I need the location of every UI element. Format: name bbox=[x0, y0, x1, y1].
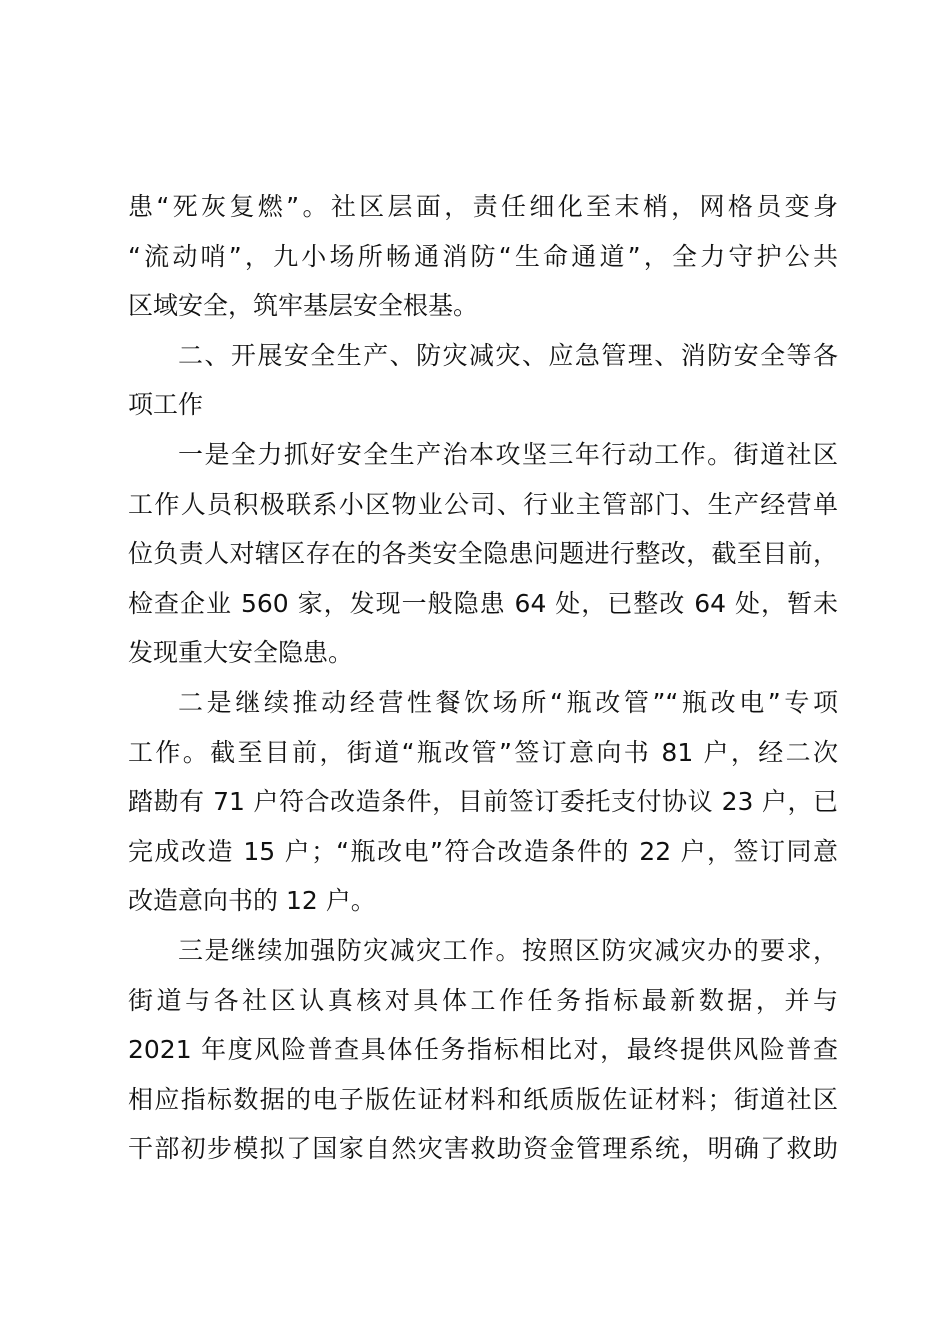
text-line: 干部初步模拟了国家自然灾害救助资金管理系统，明确了救助 bbox=[128, 1134, 838, 1164]
section-heading-line: 项工作 bbox=[128, 390, 204, 420]
text-line: 相应指标数据的电子版佐证材料和纸质版佐证材料；街道社区 bbox=[128, 1084, 838, 1114]
text-line: 完成改造 15 户；“瓶改电”符合改造条件的 22 户，签订同意 bbox=[128, 836, 838, 866]
text-line: “流动哨”，九小场所畅通消防“生命通道”，全力守护公共 bbox=[128, 241, 838, 271]
text-line: 患“死灰复燃”。社区层面，责任细化至末梢，网格员变身 bbox=[128, 192, 838, 221]
text-line: 街道与各社区认真核对具体工作任务指标最新数据，并与 bbox=[128, 985, 838, 1015]
text-line: 踏勘有 71 户符合改造条件，目前签订委托支付协议 23 户，已 bbox=[128, 787, 838, 817]
text-line: 检查企业 560 家，发现一般隐患 64 处，已整改 64 处，暂未 bbox=[128, 588, 838, 618]
text-line: 三是继续加强防灾减灾工作。按照区防灾减灾办的要求， bbox=[178, 935, 838, 965]
text-line: 二是继续推动经营性餐饮场所“瓶改管”“瓶改电”专项 bbox=[178, 687, 838, 717]
text-line: 工作人员积极联系小区物业公司、行业主管部门、生产经营单 bbox=[128, 489, 838, 519]
document-body bbox=[128, 182, 838, 1174]
text-line: 区域安全，筑牢基层安全根基。 bbox=[128, 291, 479, 321]
text-line: 工作。截至目前，街道“瓶改管”签订意向书 81 户，经二次 bbox=[128, 737, 838, 767]
text-line: 改造意向书的 12 户。 bbox=[128, 886, 376, 916]
text-line: 一是全力抓好安全生产治本攻坚三年行动工作。街道社区 bbox=[178, 439, 838, 469]
text-line: 发现重大安全隐患。 bbox=[128, 638, 354, 668]
section-heading-line: 二、开展安全生产、防灾减灾、应急管理、消防安全等各 bbox=[178, 340, 838, 370]
text-line: 位负责人对辖区存在的各类安全隐患问题进行整改，截至目前， bbox=[128, 539, 838, 569]
text-line: 2021 年度风险普查具体任务指标相比对，最终提供风险普查 bbox=[128, 1035, 838, 1065]
